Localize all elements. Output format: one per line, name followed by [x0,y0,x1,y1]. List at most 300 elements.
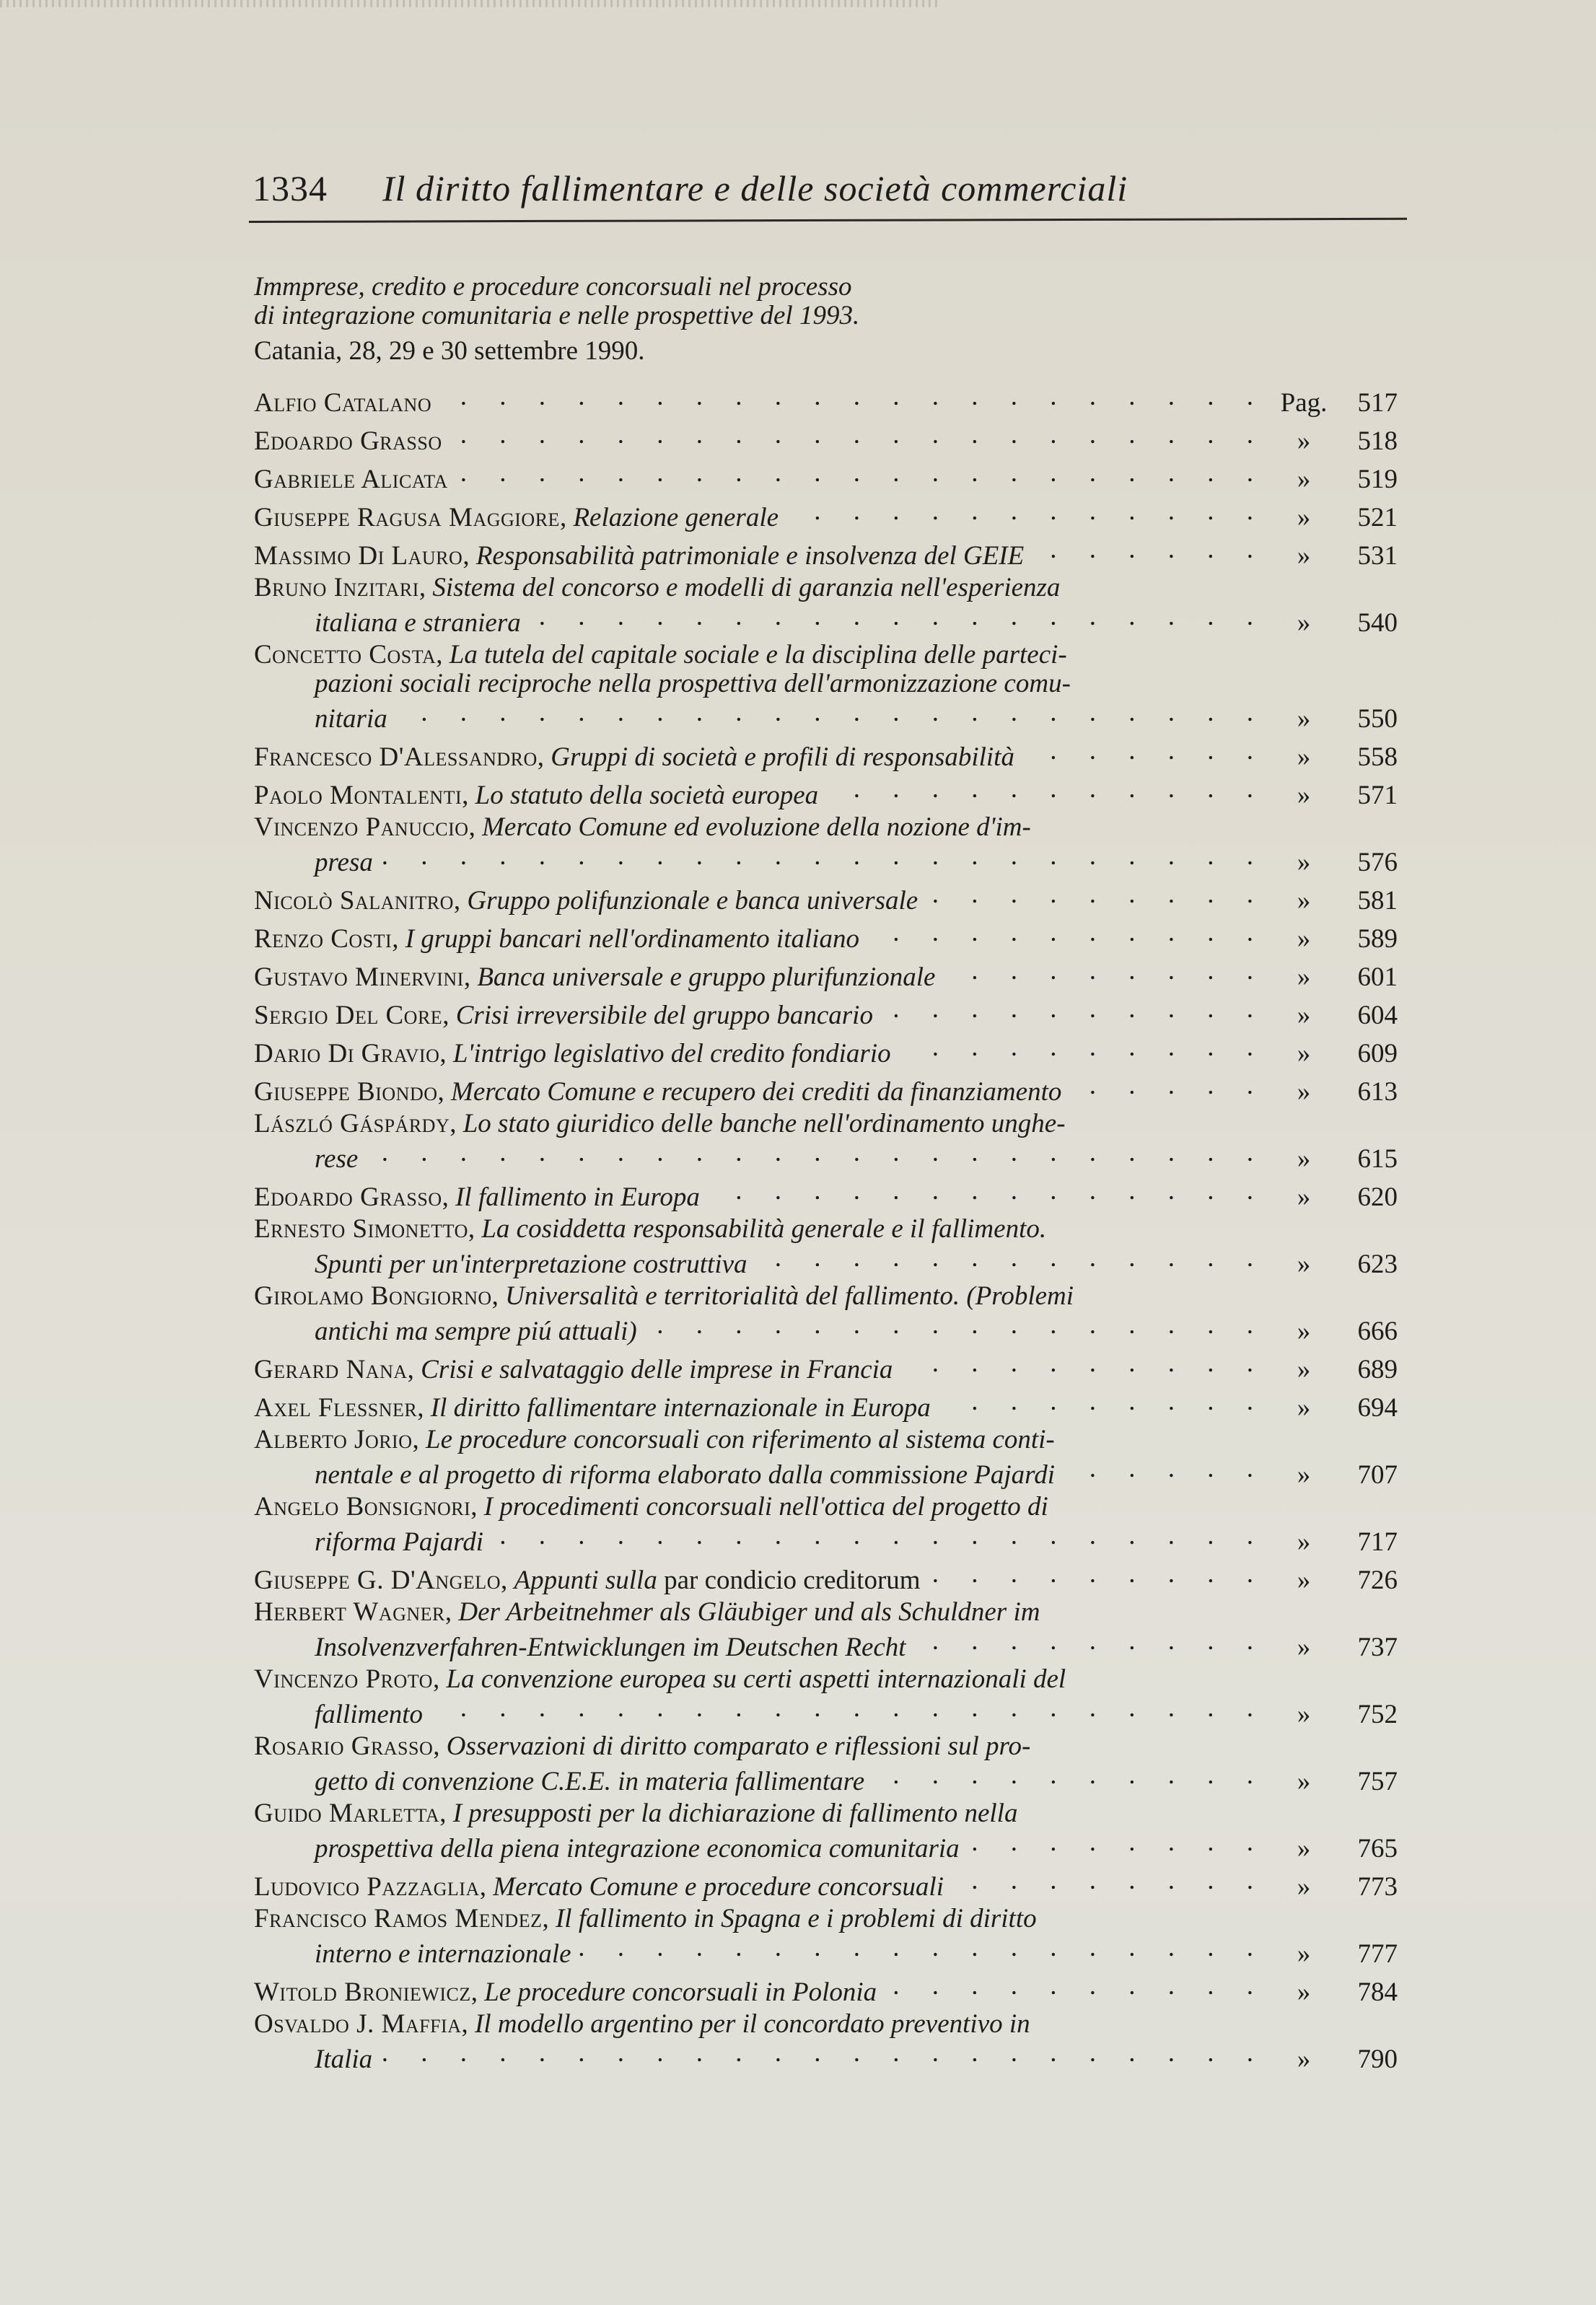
dot-leader [786,497,1266,526]
entry-first-line [254,995,1398,1030]
entry-page-number: 773 [1357,1872,1398,1902]
ditto-mark: » [1297,1460,1311,1490]
entry-page-number: 737 [1357,1633,1398,1662]
ditto-mark: » [1297,1077,1311,1107]
entry-author: Guido Marletta [254,1799,440,1828]
toc-entry[interactable] [254,918,1398,954]
entry-first-line [254,2010,1398,2039]
entry-first-line [254,1905,1398,1933]
entry-title: Sistema del concorso e modelli di garanzia nell'esperienza [432,573,1061,602]
dot-leader [380,842,1266,871]
entry-continuation-line [254,1244,1398,1279]
entry-continuation-line [254,1311,1398,1346]
entry-text: Giuseppe Ragusa Maggiore, Relazione generale [254,503,779,532]
entry-text: Massimo Di Lauro, Responsabilità patrimoniale e insolvenza del GEIE [254,541,1025,571]
toc-entry[interactable] [254,640,1398,734]
entry-page-number: 517 [1357,388,1398,418]
entry-page-number: 613 [1357,1077,1398,1107]
entry-first-line [254,1071,1398,1107]
entry-text: Sergio Del Core, Crisi irreversibile del gruppo bancario [254,1001,873,1030]
entry-first-line [254,1177,1398,1212]
entry-author: Alberto Jorio [254,1425,413,1454]
entry-first-line [254,574,1398,602]
entry-title: prospettiva della piena integrazione economica comunitaria [315,1834,960,1863]
ditto-mark: » [1297,1355,1311,1384]
entry-text: Angelo Bonsignori, I procedimenti concorsuali nell'ottica del progetto di [254,1492,1048,1522]
entry-text: Francesco D'Alessandro, Gruppi di società e profili di responsabilità [254,742,1014,772]
toc-entry[interactable] [254,995,1398,1030]
ditto-mark: » [1297,781,1311,810]
entry-author: Giuseppe G. D'Angelo [254,1566,501,1595]
ditto-mark: » [1297,1633,1311,1662]
entry-title: Responsabilità patrimoniale e insolvenza del GEIE [475,541,1025,571]
entry-page-number: 581 [1357,886,1398,916]
ditto-mark: » [1297,1250,1311,1279]
running-head [253,167,1407,218]
toc-entry[interactable] [254,382,1398,418]
entry-title: Le procedure concorsuali in Polonia [484,1977,877,2007]
entry-text [315,705,387,734]
toc-entry[interactable] [254,1033,1398,1068]
entry-title: italiana e straniera [315,608,521,638]
entry-author: Gabriele Alicata [254,465,448,494]
dot-leader [395,698,1266,727]
entry-title: Italia [315,2045,373,2074]
entry-continuation-line [254,1454,1398,1490]
entry-text [315,1528,483,1557]
entry-title: Banca universale e gruppo plurifunzionale [477,962,936,992]
dot-leader [365,1138,1266,1167]
entry-text: Nicolò Salanitro, Gruppo polifunzionale e banca universale [254,886,918,916]
entry-title: Il diritto fallimentare internazionale in Europa [430,1393,931,1423]
entry-first-line [254,880,1398,916]
entry-title: La cosiddetta responsabilità generale e il fallimento. [481,1214,1047,1244]
entry-author: Dario Di Gravio [254,1039,440,1068]
dot-leader [967,1828,1266,1857]
dot-leader [938,1387,1266,1416]
header-rule [249,218,1407,223]
entry-first-line [254,1110,1398,1138]
entry-first-line [254,737,1398,772]
entry-page-number: 519 [1357,465,1398,494]
toc-entry[interactable] [254,1492,1398,1557]
entry-page-number: 666 [1357,1317,1398,1346]
dot-leader [644,1311,1266,1340]
entry-text [315,1700,423,1729]
entry-first-line [254,1349,1398,1384]
entry-author: Edoardo Grasso [254,1182,442,1212]
toc-entry[interactable] [254,775,1398,810]
entry-page-number: 550 [1357,704,1398,734]
dot-leader [439,382,1266,411]
entry-author: Vincenzo Panuccio [254,812,469,842]
entry-title: Relazione generale [573,503,779,532]
ditto-mark: » [1297,1527,1311,1557]
entry-text: Gustavo Minervini, Banca universale e gruppo plurifunzionale [254,962,936,992]
entry-title: Lo statuto della società europea [475,781,819,810]
entry-title: Crisi e salvataggio delle imprese in Francia [421,1355,893,1384]
entry-page-number: 531 [1357,541,1398,571]
entry-author: Witold Broniewicz [254,1977,471,2007]
dot-leader [528,602,1266,631]
dot-leader [884,1972,1266,2001]
entry-continuation-line [254,1522,1398,1557]
running-title: Il diritto fallimentare e delle società commerciali [382,168,1128,208]
ditto-mark: » [1297,465,1311,494]
entry-title: Spunti per un'interpretazione costruttiva [315,1250,747,1279]
dot-leader [579,1933,1266,1962]
toc-entry[interactable] [254,535,1398,571]
entry-page-number: 752 [1357,1700,1398,1729]
entry-author: Paolo Montalenti [254,781,462,810]
dot-leader [925,880,1266,909]
ditto-mark: » [1297,541,1311,571]
entry-continuation-line [254,698,1398,734]
entry-first-line [254,813,1398,842]
toc-entry[interactable] [254,812,1398,877]
entry-text: Concetto Costa, La tutela del capitale sociale e la disciplina delle parteci- [254,640,1067,669]
entry-first-line [254,535,1398,571]
entry-text: Paolo Montalenti, Lo statuto della società europea [254,781,819,810]
dot-leader [898,1033,1266,1062]
dot-leader [825,775,1266,804]
dot-leader [1022,737,1266,765]
entry-text [254,465,448,494]
entry-page-number: 757 [1357,1767,1398,1796]
entry-page-number: 518 [1357,426,1398,456]
entry-text: Edoardo Grasso, Il fallimento in Europa [254,1182,700,1212]
toc-entry[interactable] [254,880,1398,916]
conference-heading [254,273,1120,366]
entry-continuation-line [254,1138,1398,1174]
entry-first-line [254,1387,1398,1423]
entry-page-number: 601 [1357,962,1398,992]
entry-page-number: 689 [1357,1355,1398,1384]
conference-place-date: Catania, 28, 29 e 30 settembre 1990. [254,336,645,366]
entry-text: Witold Broniewicz, Le procedure concorsuali in Polonia [254,1977,877,2007]
entry-title: Mercato Comune e recupero dei crediti da finanziamento [451,1077,1062,1107]
entry-first-line [254,1560,1398,1595]
entry-author: Ernesto Simonetto [254,1214,468,1244]
entry-first-line [254,1033,1398,1068]
ditto-mark: » [1297,1144,1311,1174]
dot-leader [430,1694,1266,1723]
entry-author: Renzo Costi [254,924,393,954]
entry-page-number: 521 [1357,503,1398,532]
entry-page-number: 726 [1357,1566,1398,1595]
entry-title: I presupposti per la dichiarazione di fallimento nella [452,1799,1018,1828]
toc-entry[interactable] [254,737,1398,772]
entry-text: Alberto Jorio, Le procedure concorsuali con riferimento al sistema conti- [254,1425,1055,1454]
entry-author: Sergio Del Core [254,1001,443,1030]
ditto-mark: » [1297,1317,1311,1346]
entry-page-number: 620 [1357,1182,1398,1212]
entry-first-line [254,1866,1398,1902]
entry-text [315,848,373,877]
entry-author: Massimo Di Lauro [254,541,463,571]
toc-entry[interactable] [254,1597,1398,1662]
toc-entry[interactable] [254,1109,1398,1174]
entry-continuation-line [254,1761,1398,1796]
entry-page-number: 558 [1357,742,1398,772]
toc-entry[interactable] [254,2009,1398,2074]
entry-text: Bruno Inzitari, Sistema del concorso e modelli di garanzia nell'esperienza [254,573,1061,602]
toc-entry[interactable] [254,573,1398,638]
entry-text [315,1835,960,1863]
dot-leader [380,2039,1266,2068]
ditto-mark: » [1297,742,1311,772]
dot-leader [755,1244,1266,1273]
ditto-mark: » [1297,704,1311,734]
entry-author: Osvaldo J. Maffia [254,2009,462,2039]
entry-page-number: 604 [1357,1001,1398,1030]
entry-page-number: 589 [1357,924,1398,954]
toc-entry[interactable] [254,421,1398,456]
entry-text [315,1768,864,1796]
entry-title: La tutela del capitale sociale e la disciplina delle parteci- [449,640,1067,669]
ditto-mark: » [1297,1977,1311,2007]
entry-page-number: 615 [1357,1144,1398,1174]
dot-leader [707,1177,1266,1206]
entry-text [315,2045,372,2074]
entry-page-number: 571 [1357,781,1398,810]
entry-author: Vincenzo Proto [254,1664,433,1694]
entry-author: Francisco Ramos Mendez [254,1904,543,1933]
toc-entry[interactable] [254,1387,1398,1423]
toc-entry[interactable] [254,1071,1398,1107]
entry-page-number: 790 [1357,2045,1398,2074]
toc-entry[interactable] [254,1866,1398,1902]
page-top-edge [0,0,938,7]
toc-entry[interactable] [254,459,1398,494]
dot-leader [1031,535,1266,564]
dot-leader [942,957,1266,985]
entry-page-number: 717 [1357,1527,1398,1557]
entry-text: Francisco Ramos Mendez, Il fallimento in Spagna e i problemi di diritto [254,1904,1037,1933]
toc-entry[interactable] [254,1799,1398,1863]
entry-text: László Gáspárdy, Lo stato giuridico delle banche nell'ordinamento unghe- [254,1109,1066,1138]
entry-title: antichi ma sempre piú attuali) [315,1317,637,1346]
toc-entry[interactable] [254,1349,1398,1384]
entry-title: pazioni sociali reciproche nella prospettiva dell'armonizzazione comu- [315,669,1071,698]
latin-phrase: par condicio creditorum [664,1566,921,1595]
entry-text: Giuseppe G. D'Angelo, Appunti sulla par condicio creditorum [254,1566,921,1595]
entry-first-line [254,1732,1398,1761]
dot-leader [928,1560,1266,1589]
table-of-contents [254,382,1398,2077]
entry-title: Universalità e territorialità del fallimento. (Problemi [505,1281,1074,1311]
ditto-mark: » [1297,1700,1311,1729]
entry-first-line [254,957,1398,992]
entry-author: Concetto Costa [254,640,437,669]
entry-title: nitaria [315,704,387,734]
toc-entry[interactable] [254,1281,1398,1346]
ditto-mark: » [1297,848,1311,877]
entry-title: Il fallimento in Europa [455,1182,700,1212]
entry-text [315,1317,637,1346]
entry-first-line [254,459,1398,494]
entry-title: Mercato Comune e procedure concorsuali [493,1872,944,1902]
entry-text: Dario Di Gravio, L'intrigo legislativo del credito fondiario [254,1039,891,1068]
toc-entry[interactable] [254,497,1398,532]
entry-author: Giuseppe Biondo [254,1077,438,1107]
entry-author: Girolamo Bongiorno [254,1281,492,1311]
entry-first-line [254,775,1398,810]
entry-title: rese [315,1144,359,1174]
toc-entry[interactable] [254,1972,1398,2007]
dot-leader [450,421,1266,449]
ditto-mark: » [1297,1834,1311,1863]
entry-text: Giuseppe Biondo, Mercato Comune e recupero dei crediti da finanziamento [254,1077,1062,1107]
entry-first-line [254,382,1398,418]
entry-first-line [254,1493,1398,1522]
entry-title: fallimento [315,1700,424,1729]
entry-title: La convenzione europea su certi aspetti internazionali del [446,1664,1066,1694]
ditto-mark: » [1297,608,1311,638]
dot-leader [900,1349,1266,1378]
entry-continuation-line [254,2039,1398,2074]
entry-page-number: 540 [1357,608,1398,638]
dot-leader [1062,1454,1266,1483]
dot-leader [491,1522,1266,1550]
entry-continuation-line [254,602,1398,638]
entry-author: Francesco D'Alessandro [254,742,538,772]
entry-continuation-line [254,842,1398,877]
entry-first-line [254,641,1398,669]
entry-page-number: 777 [1357,1939,1398,1969]
ditto-mark: » [1297,886,1311,916]
entry-text: Girolamo Bongiorno, Universalità e territorialità del fallimento. (Problemi [254,1281,1074,1311]
entry-text: Ernesto Simonetto, La cosiddetta responsabilità generale e il fallimento. [254,1214,1047,1244]
entry-author: Nicolò Salanitro [254,886,454,916]
entry-first-line [254,1282,1398,1311]
entry-author: Ludovico Pazzaglia [254,1872,480,1902]
entry-title: Mercato Comune ed evoluzione della nozione d'im- [482,812,1031,842]
ditto-mark: » [1297,1001,1311,1030]
entry-author: Axel Flessner [254,1393,418,1423]
entry-page-number: 576 [1357,848,1398,877]
dot-leader [455,459,1266,488]
entry-author: Angelo Bonsignori [254,1492,471,1522]
entry-text [315,1633,906,1662]
entry-continuation-line [254,1627,1398,1662]
entry-first-line [254,1215,1398,1244]
entry-text: Vincenzo Panuccio, Mercato Comune ed evoluzione della nozione d'im- [254,812,1031,842]
ditto-mark: » [1297,1566,1311,1595]
entry-author: Edoardo Grasso [254,426,442,456]
entry-text: Ludovico Pazzaglia, Mercato Comune e procedure concorsuali [254,1872,944,1902]
entry-page-number: 707 [1357,1460,1398,1490]
toc-entry[interactable] [254,1214,1398,1279]
entry-first-line [254,1799,1398,1828]
toc-entry[interactable] [254,1425,1398,1490]
entry-title: getto di convenzione C.E.E. in materia fallimentare [315,1767,865,1796]
entry-text [315,1250,747,1279]
ditto-mark: » [1297,2045,1311,2074]
dot-leader [951,1866,1266,1895]
entry-text [315,1145,358,1174]
entry-title: Lo stato giuridico delle banche nell'ordinamento unghe- [462,1109,1066,1138]
toc-entry[interactable] [254,1904,1398,1969]
entry-text: Osvaldo J. Maffia, Il modello argentino per il concordato preventivo in [254,2009,1030,2039]
entry-page-number: 623 [1357,1250,1398,1279]
entry-first-line [254,918,1398,954]
entry-title: Il modello argentino per il concordato preventivo in [475,2009,1030,2039]
dot-leader [867,918,1266,947]
entry-author: László Gáspárdy [254,1109,450,1138]
entry-continuation-line [254,1694,1398,1729]
entry-text: Rosario Grasso, Osservazioni di diritto comparato e riflessioni sul pro- [254,1731,1031,1761]
entry-text [315,609,521,638]
entry-author: Gerard Nana [254,1355,408,1384]
entry-text [254,389,431,418]
entry-page-number: 694 [1357,1393,1398,1423]
entry-text: Gerard Nana, Crisi e salvataggio delle imprese in Francia [254,1355,893,1384]
entry-title: Crisi irreversibile del gruppo bancario [455,1001,873,1030]
entry-title: presa [315,848,373,877]
entry-text [254,427,442,456]
entry-title: riforma Pajardi [315,1527,484,1557]
entry-author: Rosario Grasso [254,1731,434,1761]
entry-title: Osservazioni di diritto comparato e riflessioni sul pro- [446,1731,1031,1761]
entry-title: Il fallimento in Spagna e i problemi di diritto [555,1904,1037,1933]
entry-first-line [254,1426,1398,1454]
entry-title: Le procedure concorsuali con riferimento al sistema conti- [426,1425,1055,1454]
entry-title: nentale e al progetto di riforma elaborato dalla commissione Pajardi [315,1460,1055,1490]
entry-author: Gustavo Minervini [254,962,464,992]
ditto-mark: » [1297,924,1311,954]
entry-text: Herbert Wagner, Der Arbeitnehmer als Gläubiger und als Schuldner im [254,1597,1040,1627]
entry-title: Der Arbeitnehmer als Gläubiger und als Schuldner im [458,1597,1040,1627]
toc-entry[interactable] [254,1664,1398,1729]
entry-text [315,1461,1055,1490]
ditto-mark: » [1297,1039,1311,1068]
ditto-mark: » [1297,1767,1311,1796]
entry-continuation-line [254,669,1398,698]
entry-text: Vincenzo Proto, La convenzione europea su certi aspetti internazionali del [254,1664,1066,1694]
page-label: Pag. [1280,388,1328,418]
ditto-mark: » [1297,1872,1311,1902]
entry-author: Herbert Wagner [254,1597,445,1627]
ditto-mark: » [1297,1182,1311,1212]
entry-text: Guido Marletta, I presupposti per la dichiarazione di fallimento nella [254,1799,1018,1828]
entry-text [315,1940,571,1969]
entry-page-number: 765 [1357,1834,1398,1863]
ditto-mark: » [1297,1939,1311,1969]
ditto-mark: » [1297,426,1311,456]
entry-first-line [254,1665,1398,1694]
entry-text: Axel Flessner, Il diritto fallimentare internazionale in Europa [254,1393,931,1423]
toc-entry[interactable] [254,1560,1398,1595]
entry-title: Insolvenzverfahren-Entwicklungen im Deutschen Recht [315,1633,906,1662]
entry-author: Giuseppe Ragusa Maggiore [254,503,560,532]
toc-entry[interactable] [254,957,1398,992]
entry-page-number: 784 [1357,1977,1398,2007]
dot-leader [1069,1071,1266,1100]
entry-continuation-line [254,1933,1398,1969]
entry-title: I procedimenti concorsuali nell'ottica del progetto di [483,1492,1048,1522]
page-number: 1334 [253,168,328,208]
entry-first-line [254,497,1398,532]
entry-text [315,669,1071,698]
toc-entry[interactable] [254,1731,1398,1796]
entry-title: I gruppi bancari nell'ordinamento italiano [405,924,860,954]
ditto-mark: » [1297,962,1311,992]
ditto-mark: » [1297,503,1311,532]
dot-leader [880,995,1266,1024]
entry-page-number: 609 [1357,1039,1398,1068]
toc-entry[interactable] [254,1177,1398,1212]
